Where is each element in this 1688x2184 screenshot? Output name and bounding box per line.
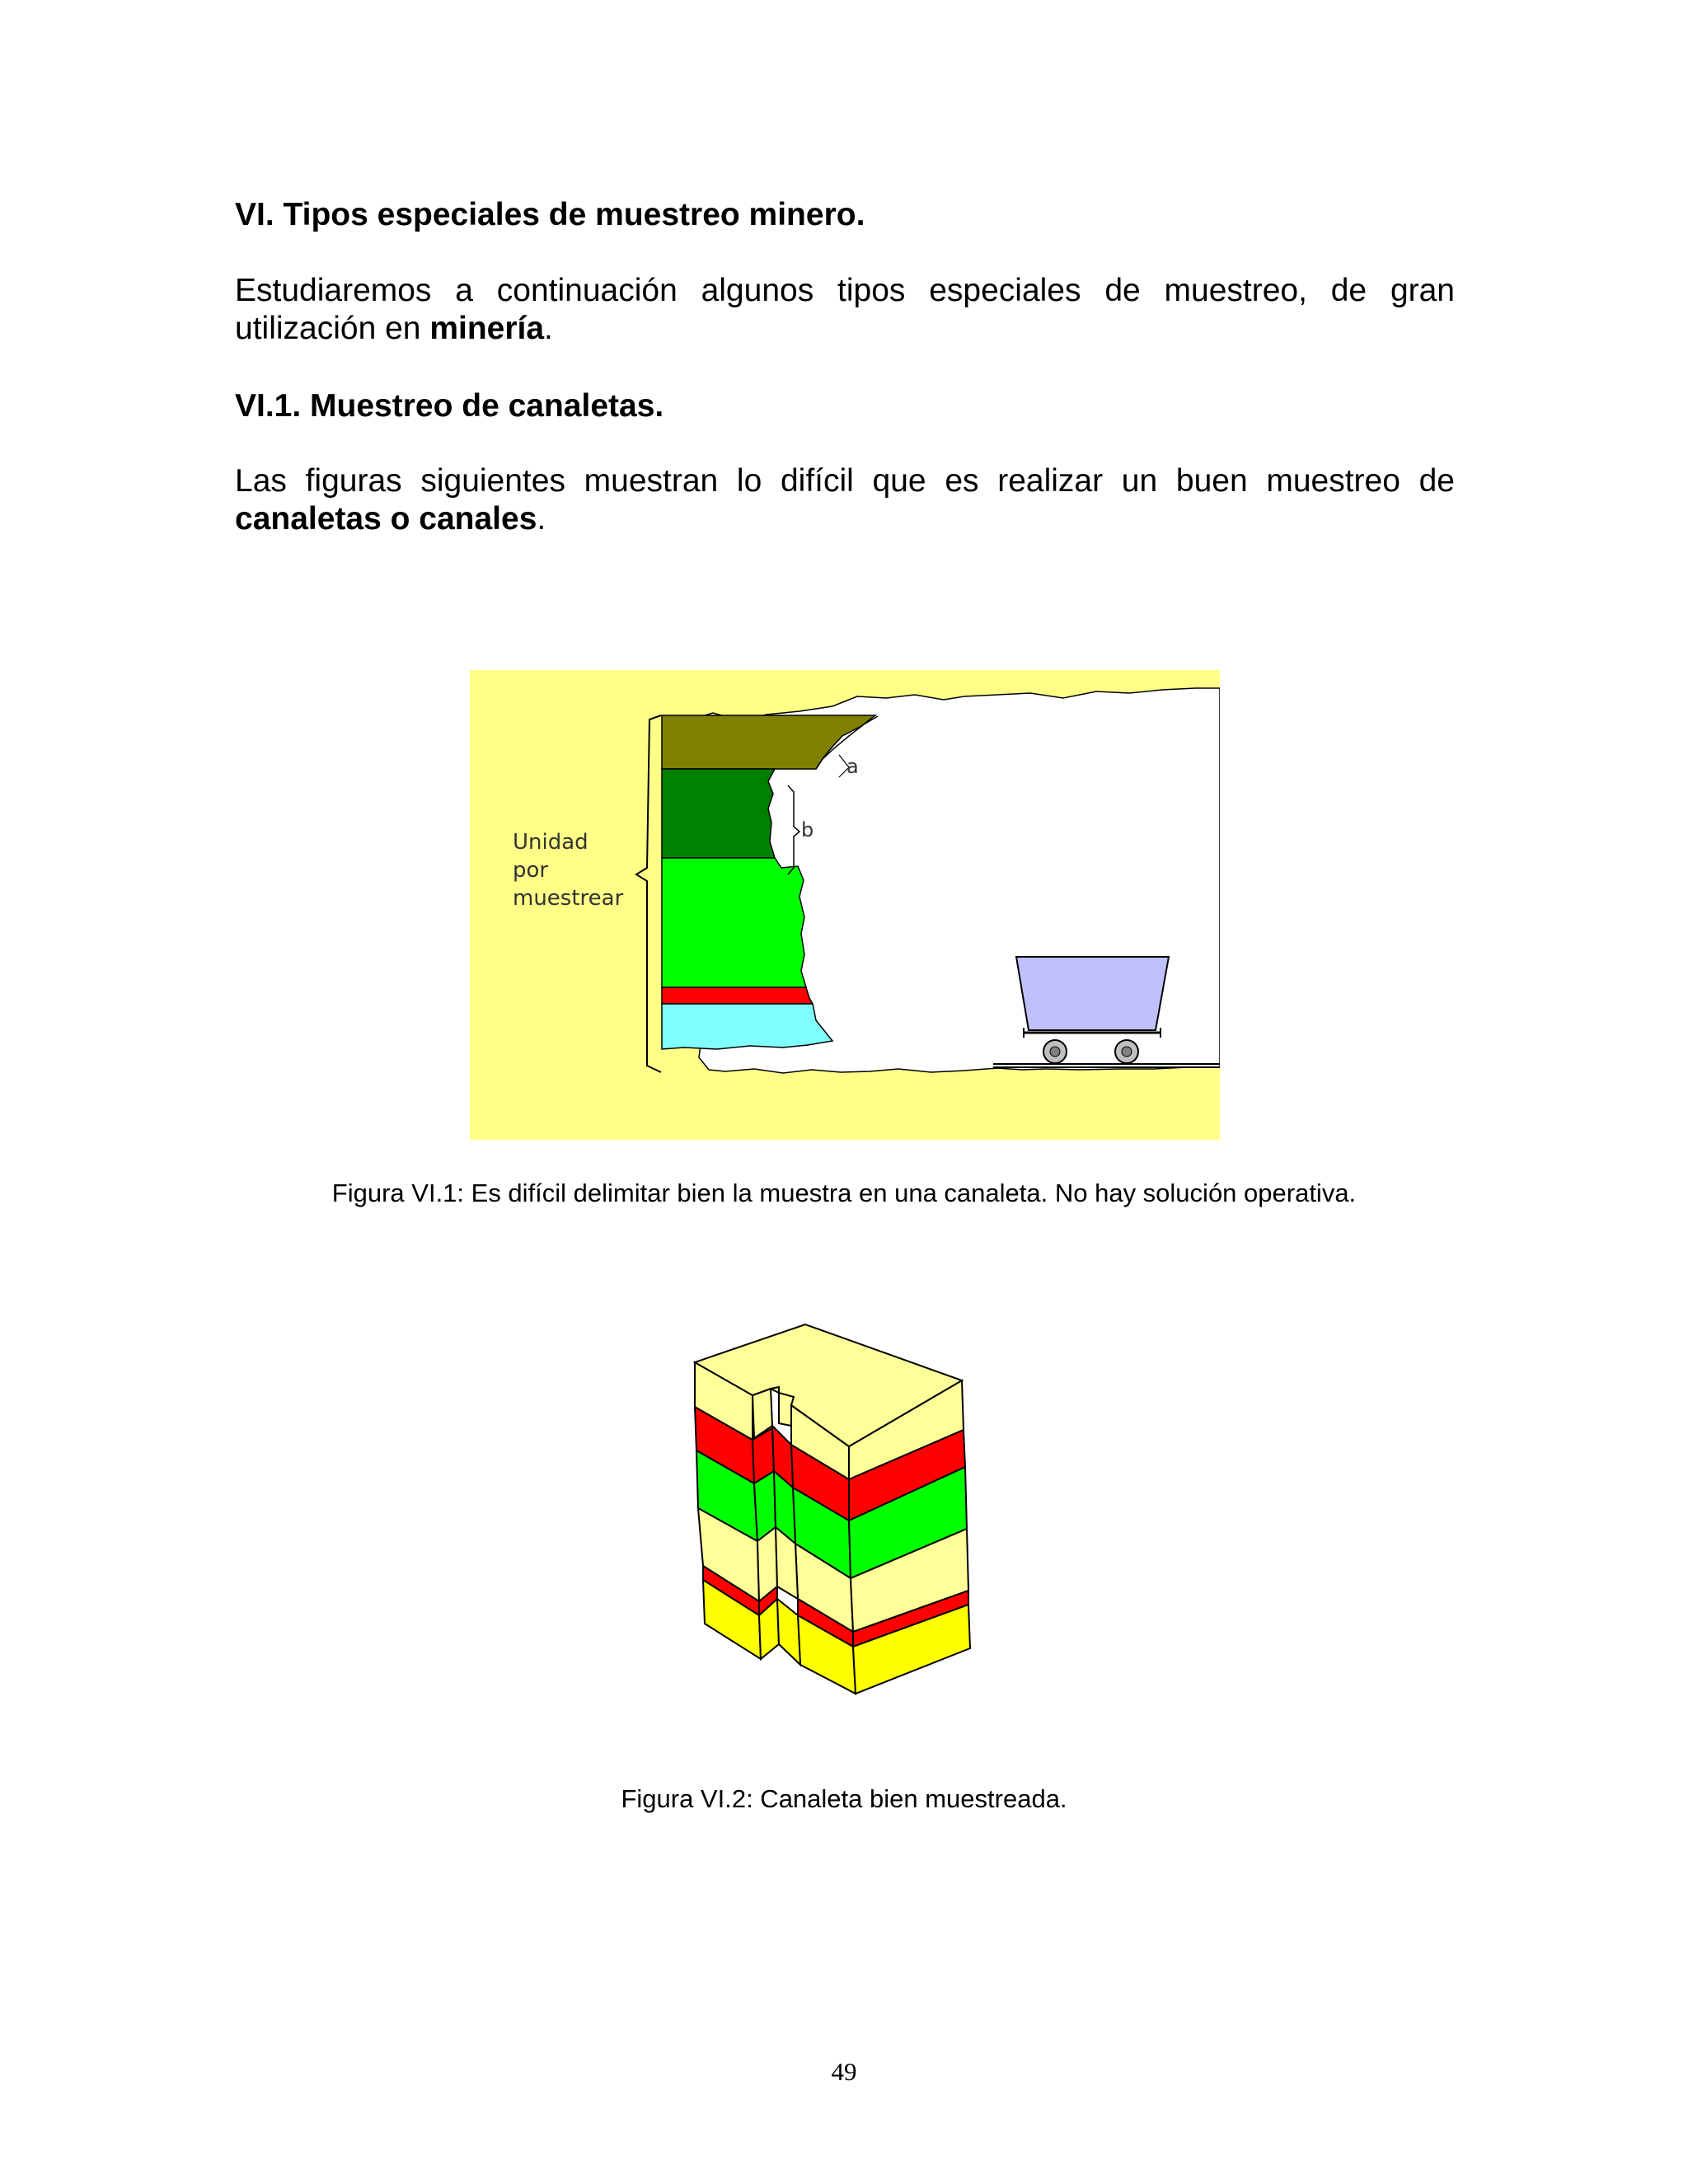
mark-a: a [846,755,859,778]
cart-wheel-left-hub [1050,1047,1060,1057]
unit-label-line2: por [513,858,549,883]
layer-red [662,987,813,1004]
figure-2-caption: Figura VI.2: Canaleta bien muestreada. [621,1784,1067,1813]
section-title: VI. Tipos especiales de muestreo minero. [235,197,865,232]
intro-paragraph [235,272,1455,348]
intro-bold-term: minería [429,311,545,346]
figure-1 [470,670,1220,1140]
cart-wheel-right-hub [1122,1047,1132,1057]
subsection-title: VI.1. Muestreo de canaletas. [235,388,664,424]
intro-text: Estudiaremos a continuación algunos tipos especiales de muestreo, de gran utilización en [235,273,1455,346]
page-number: 49 [831,2057,857,2086]
figure-2 [688,1315,985,1739]
layer-cyan [662,1004,832,1049]
unit-label-line1: Unidad [513,830,588,855]
unit-label-line3: muestrear [513,886,624,911]
subsection-text: Las figuras siguientes muestran lo difícil que es realizar un buen muestreo de [235,463,1455,499]
figure-1-caption: Figura VI.1: Es difícil delimitar bien la muestra en una canaleta. No hay solución operativa. [331,1179,1357,1207]
subsection-bold-term: canaletas o canales [235,501,537,537]
mark-b: b [801,818,814,841]
figure-1-illustration [470,670,1220,1140]
intro-suffix: . [544,311,553,346]
cart-body [1016,957,1169,1030]
channel-yellow [777,1599,800,1665]
figure-2-illustration [688,1315,985,1739]
subsection-paragraph [235,462,1455,538]
layer-green [662,858,806,987]
subsection-suffix: . [537,501,546,537]
layer-dark-green [662,769,775,858]
